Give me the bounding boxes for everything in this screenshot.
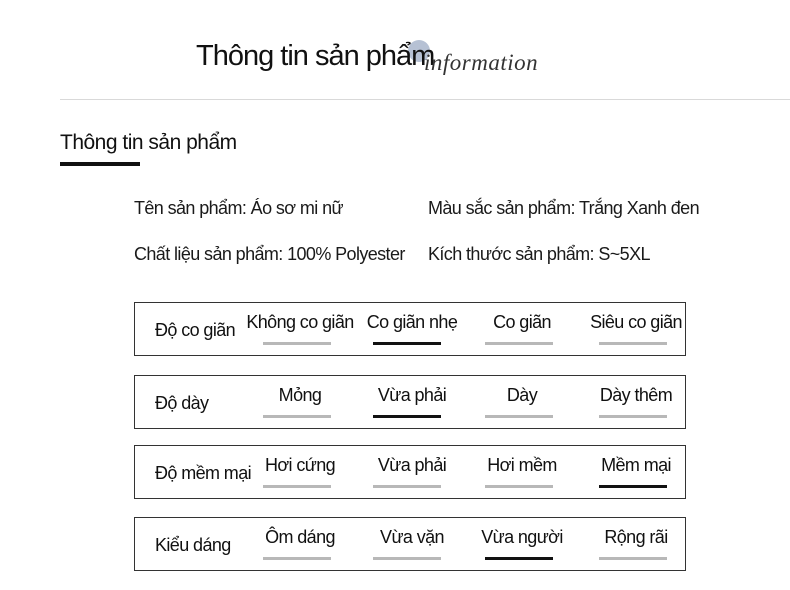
attribute-option: Vừa vặn: [380, 527, 444, 547]
attribute-option: Dày: [506, 385, 538, 405]
spec-product-material: Chất liệu sản phẩm: 100% Polyester: [134, 244, 405, 264]
attribute-option: Không co giãn: [246, 312, 354, 332]
attribute-option: Mỏng: [278, 385, 322, 405]
option-indicator-bar: [599, 415, 667, 418]
spec-product-name: Tên sản phẩm: Áo sơ mi nữ: [134, 198, 343, 218]
attribute-option: Vừa phải: [377, 385, 447, 405]
attribute-option: Hơi mềm: [487, 455, 557, 475]
attribute-option: Dày thêm: [599, 385, 673, 405]
option-indicator-bar: [263, 557, 331, 560]
option-indicator-bar: [263, 415, 331, 418]
section-title-underline: [60, 162, 140, 166]
attribute-option: Vừa người: [481, 527, 563, 547]
option-indicator-bar: [373, 415, 441, 418]
header-subtitle: information: [424, 50, 539, 75]
header-divider: [60, 99, 790, 100]
spec-product-size: Kích thước sản phẩm: S~5XL: [428, 244, 650, 264]
attribute-label: Độ mềm mại: [155, 463, 252, 483]
option-indicator-bar: [373, 485, 441, 488]
option-indicator-bar: [599, 485, 667, 488]
option-indicator-bar: [373, 342, 441, 345]
option-indicator-bar: [485, 485, 553, 488]
attribute-group-stretch: [134, 302, 686, 356]
option-indicator-bar: [599, 557, 667, 560]
attribute-option: Co giãn: [493, 312, 551, 332]
attribute-label: Độ co giãn: [155, 320, 236, 340]
attribute-option: Mềm mại: [601, 455, 671, 475]
attribute-group-softness: [134, 445, 686, 499]
option-indicator-bar: [599, 342, 667, 345]
attribute-label: Kiểu dáng: [155, 535, 231, 555]
option-indicator-bar: [485, 557, 553, 560]
option-indicator-bar: [263, 342, 331, 345]
option-indicator-bar: [263, 485, 331, 488]
attribute-option: Vừa phải: [377, 455, 447, 475]
spec-product-color: Màu sắc sản phẩm: Trắng Xanh đen: [428, 198, 699, 218]
option-indicator-bar: [373, 557, 441, 560]
attribute-group-thickness: [134, 375, 686, 429]
section-title: Thông tin sản phẩm: [60, 131, 237, 154]
header-title: Thông tin sản phẩm: [196, 40, 435, 72]
attribute-option: Co giãn nhẹ: [366, 312, 458, 332]
attribute-option: Siêu co giãn: [590, 312, 682, 332]
option-indicator-bar: [485, 415, 553, 418]
option-indicator-bar: [485, 342, 553, 345]
attribute-option: Rộng rãi: [604, 527, 668, 547]
attribute-label: Độ dày: [155, 393, 209, 413]
attribute-option: Hơi cứng: [264, 455, 336, 475]
attribute-option: Ôm dáng: [265, 527, 335, 547]
attribute-group-fit: [134, 517, 686, 571]
